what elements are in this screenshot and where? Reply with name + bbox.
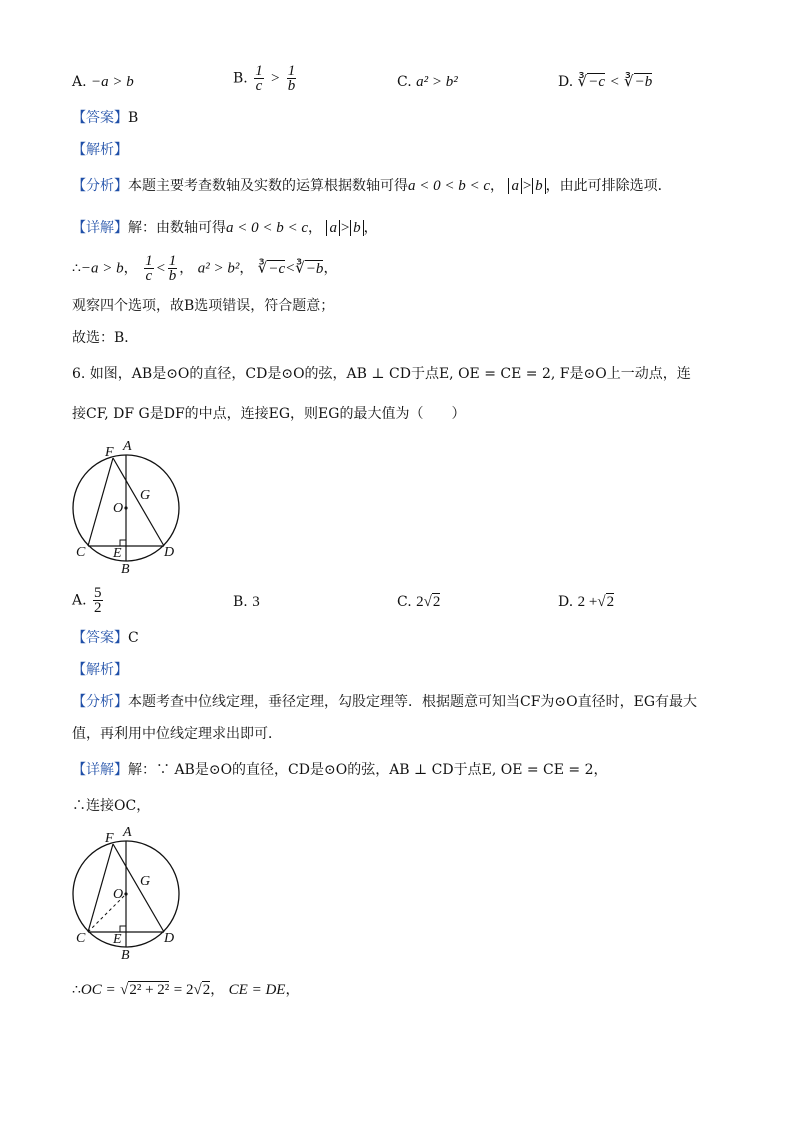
q6-stem-line1: 6. 如图，AB是⊙O的直径，CD是⊙O的弦，AB ⊥ CD于点E, OE = CE = 2, F是⊙O上一动点，连 — [72, 366, 691, 382]
radicand: −c — [268, 260, 286, 277]
cube-root-sign: ∛ — [295, 260, 305, 277]
sqrt-sign: √ — [597, 594, 606, 610]
q6-connect: ∴连接OC， — [72, 798, 151, 814]
label-o: O — [113, 887, 124, 902]
therefore-sign: ∴ — [72, 260, 81, 277]
frac-den: b — [168, 268, 177, 284]
frac-den: b — [287, 78, 296, 94]
option-label: A. — [72, 592, 87, 609]
fenxi-text: 本题主要考查数轴及实数的运算根据数轴可得 — [128, 178, 408, 194]
answer-tag: 【答案】 — [72, 110, 128, 126]
label-a: A — [123, 825, 132, 840]
fenxi-tail: ，由此可排除选项． — [545, 178, 672, 194]
radicand: 2 — [432, 594, 441, 610]
option-label: B. — [233, 70, 248, 87]
label-c: C — [76, 931, 86, 946]
q6-fenxi-line2: 值，再利用中位线定理求出即可． — [72, 726, 282, 742]
separator: ， — [363, 220, 378, 236]
fraction — [93, 586, 103, 615]
option-label: A. — [72, 74, 87, 90]
sqrt-sign: √ — [193, 982, 202, 998]
q5-option-a — [72, 72, 134, 92]
q6-option-a — [72, 586, 105, 615]
expr: OC = — [80, 982, 116, 998]
fraction — [254, 64, 264, 93]
radicand: 2 — [606, 594, 615, 610]
xiangjie-text: 解：由数轴可得 — [128, 220, 226, 236]
q5-analysis-heading — [72, 140, 128, 160]
frac-num: 1 — [287, 63, 296, 79]
operator: > — [270, 70, 281, 87]
q6-analysis-heading — [72, 660, 128, 680]
fenxi-tag: 【分析】 — [72, 178, 128, 194]
abs-b: b — [350, 220, 364, 236]
radicand: −b — [305, 260, 324, 277]
separator: ， — [308, 220, 323, 236]
q6-option-d — [558, 592, 614, 612]
option-label: C. — [397, 74, 412, 90]
operator: < — [609, 74, 620, 90]
q6-xiangjie — [72, 760, 608, 780]
option-label: D. — [558, 594, 574, 610]
q5-answer — [72, 108, 138, 128]
analysis-tag: 【解析】 — [72, 142, 128, 158]
label-e: E — [113, 932, 122, 947]
xiangjie-expr: a < 0 < b < c — [226, 220, 309, 236]
operator: < — [155, 260, 166, 277]
frac-num: 1 — [145, 253, 153, 269]
label-g: G — [140, 488, 151, 503]
option-value: 3 — [252, 594, 260, 610]
answer-value: C — [128, 630, 139, 646]
radicand: −b — [634, 74, 653, 90]
sqrt-sign: √ — [423, 594, 432, 610]
q6-final-line — [72, 980, 299, 1000]
abs-b: b — [532, 178, 546, 194]
separator: ， — [123, 260, 138, 277]
separator: ， — [210, 982, 225, 998]
frac-den: c — [145, 268, 153, 284]
option-label: C. — [397, 594, 412, 610]
label-f: F — [105, 831, 114, 846]
label-e: E — [113, 546, 122, 561]
operator: > — [339, 220, 351, 236]
label-d: D — [164, 931, 175, 946]
answer-value: B — [128, 110, 139, 126]
q5-option-c — [397, 72, 458, 92]
option-expr: −a > b — [91, 74, 134, 90]
q5-choose: 故选：B． — [72, 330, 139, 346]
label-a: A — [123, 439, 132, 454]
radicand: 2 — [202, 982, 211, 998]
separator: ， — [323, 260, 338, 277]
expr: = 2 — [173, 982, 194, 998]
frac-den: c — [255, 78, 263, 94]
frac-num: 5 — [94, 585, 102, 601]
label-b: B — [121, 948, 130, 962]
frac-num: 1 — [255, 63, 263, 79]
label-c: C — [76, 545, 86, 560]
sqrt-sign: √ — [120, 982, 129, 998]
xiangjie-tag: 【详解】 — [72, 220, 128, 236]
q5-option-d — [558, 72, 652, 92]
therefore-sign: ∴ — [72, 982, 81, 998]
cube-root-sign: ∛ — [577, 74, 588, 90]
separator: ， — [490, 178, 505, 194]
fraction — [168, 254, 178, 283]
expr: −a > b — [80, 260, 124, 277]
q6-answer — [72, 628, 139, 648]
abs-a: a — [508, 178, 522, 194]
q6-option-b — [233, 592, 260, 612]
separator: ， — [285, 982, 300, 998]
xiangjie-tag: 【详解】 — [72, 762, 128, 778]
q5-observe: 观察四个选项，故B选项错误，符合题意； — [72, 298, 335, 314]
cube-root-sign: ∛ — [624, 74, 634, 90]
frac-den: 2 — [94, 600, 102, 616]
operator: < — [285, 260, 296, 277]
option-label: D. — [558, 74, 574, 90]
cube-root-sign: ∛ — [257, 260, 268, 277]
answer-tag: 【答案】 — [72, 630, 128, 646]
fenxi-expr: a < 0 < b < c — [408, 178, 491, 194]
expr: CE = DE — [228, 982, 286, 998]
q6-option-c — [397, 592, 440, 612]
option-prefix: 2 + — [577, 594, 598, 610]
q5-therefore-line — [72, 254, 337, 283]
fraction — [287, 64, 297, 93]
separator: ， — [179, 260, 194, 277]
radicand: −c — [588, 74, 605, 90]
q6-fenxi-line1 — [72, 692, 697, 712]
xiangjie-text: 解：∵ AB是⊙O的直径，CD是⊙O的弦，AB ⊥ CD于点E, OE = CE = 2， — [128, 762, 608, 778]
radicand: 2² + 2² — [129, 982, 170, 998]
abs-a: a — [326, 220, 340, 236]
expr: a² > b² — [197, 260, 240, 277]
coefficient: 2 — [416, 594, 424, 610]
analysis-tag: 【解析】 — [72, 662, 128, 678]
q6-stem-line2: 接CF, DF G是DF的中点，连接EG，则EG的最大值为（ ） — [72, 406, 466, 422]
q5-fenxi — [72, 176, 672, 196]
operator: > — [521, 178, 533, 194]
q5-option-b — [233, 64, 298, 93]
separator: ， — [239, 260, 254, 277]
q5-xiangjie — [72, 218, 378, 238]
label-g: G — [140, 874, 151, 889]
label-o: O — [113, 501, 124, 516]
fenxi-text: 本题考查中位线定理，垂径定理，勾股定理等．根据题意可知当CF为⊙O直径时，EG有最大 — [128, 694, 698, 710]
fraction — [144, 254, 154, 283]
q6-figure-1 — [66, 436, 192, 576]
label-d: D — [164, 545, 175, 560]
q6-figure-2 — [66, 822, 192, 962]
option-label: B. — [233, 594, 248, 610]
frac-num: 1 — [168, 253, 177, 269]
fenxi-tag: 【分析】 — [72, 694, 128, 710]
label-f: F — [105, 445, 114, 460]
label-b: B — [121, 562, 130, 576]
option-expr: a² > b² — [416, 74, 458, 90]
